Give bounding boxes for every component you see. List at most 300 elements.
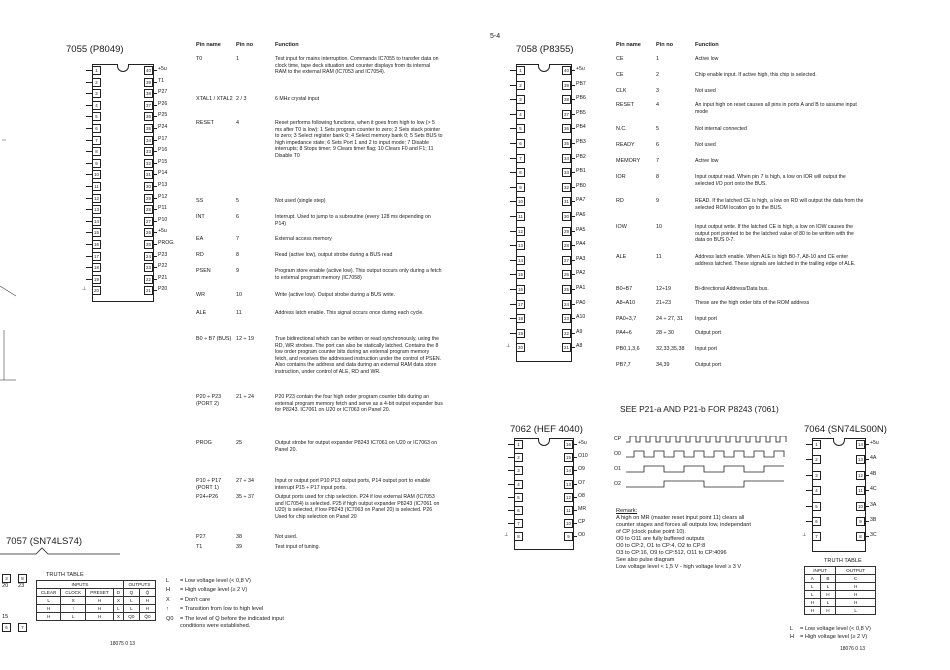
truth-table-7057-grid [36, 580, 156, 621]
chip-7058-pin-35: 35 [562, 139, 571, 148]
chip-7058-pin-13: 13 [516, 241, 525, 250]
table-7055-row-12-name: PROG [196, 440, 212, 446]
table-7058-row-16-no: 34,39 [656, 362, 670, 368]
chip-7055-lead-26 [152, 232, 157, 233]
chip-7064-lead-3 [806, 475, 812, 476]
tt7064-cell-2-2: H [836, 599, 876, 607]
tt7064-cell-3-2: L [836, 607, 876, 615]
remark-line-1: counter stages and forces all outputs low, independant [616, 522, 751, 528]
chip-7055-lead-22 [152, 279, 157, 280]
table-7058-row-6-name: MEMORY [616, 158, 641, 164]
chip-7062-lead-16 [572, 444, 577, 445]
chip-7064-lead-8 [864, 536, 869, 537]
wave-label-o2: O2 [614, 481, 621, 487]
tt7064-col-2: C [836, 575, 876, 583]
legend-7057-value-0: = Low voltage level (< 0,8 V) [180, 578, 251, 584]
figure-code-7064: 18076 0 13 [840, 646, 866, 652]
remark-line-7: Low voltage level < 1,5 V - high voltage level ≥ 3 V [616, 564, 742, 570]
table-7058-row-12-name: A8÷A10 [616, 300, 636, 306]
chip-7055-pin-39: 39 [144, 78, 153, 87]
chip-7058-pin-28: 28 [562, 241, 571, 250]
table-7058-row-0-function: Active low [695, 56, 719, 62]
table-7055-row-11-name: P20 ÷ P23 (PORT 2) [196, 394, 222, 407]
chip-7062-pin-1: 1 [514, 440, 523, 449]
tt7057-col-4: Q [123, 589, 139, 597]
chip-7058-pin-label-38: PB6 [576, 95, 586, 102]
chip-7055-lead-39 [152, 82, 157, 83]
chip-7055-pin-5: 5 [92, 112, 101, 121]
table-7058-row-6-function: Active low [695, 158, 719, 164]
chip-7064-pin-9: 9 [856, 517, 865, 526]
chip-7055-pin-35: 35 [144, 124, 153, 133]
tt7064-cell-1-0: L [805, 591, 821, 599]
chip-7055-lead-21 [152, 290, 157, 291]
wave-label-cp: CP [614, 436, 622, 442]
chip-7055-pin-31: 31 [144, 170, 153, 179]
tt7057-cell-2-2: H [86, 613, 114, 621]
wave-label-o0: O0 [614, 451, 621, 457]
table-7058-row-3-function: An input high on reset causes all pins in ports A and B to assume input mode [695, 102, 857, 115]
see-note: SEE P21-a AND P21-b FOR P8243 (7061) [620, 404, 779, 414]
chip-7062-pin-15: 15 [564, 453, 573, 462]
chip-7058-pin-2: 2 [516, 81, 525, 90]
chip-7055-ground-symbol: ⊥ [82, 286, 87, 293]
chip-7055-pin-4: 4 [92, 101, 101, 110]
remark-line-2: of CP (clock pulse point 10). [616, 529, 686, 535]
tt7064-cell-2-1: L [820, 599, 836, 607]
chip-7055-lead-33 [152, 151, 157, 152]
table-7055-row-8-function: Write (active low). Output strobe during a BUS write. [275, 292, 396, 298]
table-7058-row-10-name: ALE [616, 254, 627, 260]
chip-7055-lead-29 [152, 198, 157, 199]
chip-7058-pin-14: 14 [516, 256, 525, 265]
chip-7062-pin-7: 7 [514, 519, 523, 528]
table-7055-row-11-function: P20 P23 contain the four high order program counter bits during an external program memory fetch and serve as a 4-bit output expander bus for P8243. IC7061 on U20 or IC7063 on Panel 20. [275, 394, 443, 414]
tt7057-col-5: Q̄ [139, 589, 155, 597]
chip-7058-lead-9 [510, 187, 516, 188]
table-7055-row-10-no: 12 ÷ 19 [236, 336, 254, 342]
tt7057-cell-0-3: X [113, 597, 123, 605]
table-7055-row-1-no: 2 / 3 [236, 96, 247, 102]
chip-7058-pin-21: 21 [562, 343, 571, 352]
chip-7064-pin-label-12: 4B [870, 470, 877, 477]
chip-7058-pin-15: 15 [516, 270, 525, 279]
chip-7055-pin-label-31: P14 [158, 170, 168, 177]
chip-7055-pin-24: 24 [144, 252, 153, 261]
tt7057-cell-1-4: L [123, 605, 139, 613]
chip-7055-pin-34: 34 [144, 136, 153, 145]
pin-7057-3: 3 [2, 574, 11, 583]
chip-7055-pin-6: 6 [92, 124, 101, 133]
chip-7058-lead-6 [510, 143, 516, 144]
chip-7062-pin-6: 6 [514, 506, 523, 515]
chip-7055-notch [117, 64, 129, 72]
remark-line-4: O0 to CP:2, O1 to CP:4, O2 to CP:8 [616, 543, 706, 549]
chip-7058-lead-17 [510, 304, 516, 305]
chip-7055-pin-26: 26 [144, 228, 153, 237]
chip-7058-pin-label-37: PB5 [576, 109, 586, 116]
table-7055-row-14-no: 35 ÷ 37 [236, 494, 254, 500]
truth-table-7057-title: TRUTH TABLE [46, 572, 84, 578]
tt7057-col-2: PRESET [86, 589, 114, 597]
chip-7058-pin-31: 31 [562, 197, 571, 206]
chip-7058-lead-34 [570, 158, 575, 159]
chip-7064-pin-6: 6 [812, 517, 821, 526]
chip-7058-title: 7058 (P8355) [516, 44, 574, 55]
tt7057-cell-1-0: H [37, 605, 61, 613]
chip-7058-pin-11: 11 [516, 212, 525, 221]
chip-7058-lead-11 [510, 216, 516, 217]
chip-7055-pin-14: 14 [92, 217, 101, 226]
chip-7062-lead-3 [508, 470, 514, 471]
chip-7064-lead-11 [864, 490, 869, 491]
chip-7055-pin-label-38: P27 [158, 89, 168, 96]
chip-7058-pin-label-28: PA4 [576, 241, 586, 248]
table-7055-row-5-function: External access memory [275, 236, 332, 242]
table-7055-row-2-no: 4 [236, 120, 239, 126]
chip-7058-pin-12: 12 [516, 227, 525, 236]
table-7055-row-7-no: 9 [236, 268, 239, 274]
table-7058-row-13-function: Input port [695, 316, 717, 322]
table-7055-row-1-function: 6 MHz crystal input [275, 96, 320, 102]
table-7055-row-0-no: 1 [236, 56, 239, 62]
table-7058-row-12-function: These are the high order bits of the ROM address [695, 300, 810, 306]
table-7055-row-4-name: INT [196, 214, 205, 220]
chip-7064-lead-4 [806, 490, 812, 491]
table-7055-row-4-function: Interrupt. Used to jump to a subroutine (every 128 ms depending on P14) [275, 214, 431, 227]
chip-7058-lead-10 [510, 201, 516, 202]
chip-7055-pin-33: 33 [144, 147, 153, 156]
chip-7062-lead-7 [508, 523, 514, 524]
chip-7058-pin-label-34: PB2 [576, 153, 586, 160]
chip-7062-pin-12: 12 [564, 493, 573, 502]
table-7058-row-10-function: Address latch enable. When ALE is high B0-7, A8-10 and CE enter address latched. These signals are latched in the trailing edge of ALE. [695, 254, 856, 267]
pin-7057-extra: 7 [18, 623, 27, 632]
chip-7058-pin-25: 25 [562, 285, 571, 294]
table-7058-row-9-no: 10 [656, 224, 662, 230]
table-7058-row-11-no: 12÷19 [656, 286, 671, 292]
legend-7057-key-0: L [166, 578, 170, 584]
chip-7062-lead-9 [572, 536, 577, 537]
chip-7064-lead-1 [806, 444, 812, 445]
chip-7055-title: 7055 (P8049) [66, 44, 124, 55]
chip-7055-pin-label-25: PROG. [158, 240, 175, 246]
chip-7055-lead-1 [86, 70, 92, 71]
table-7055-row-10-name: B0 ÷ B7 (BUS) [196, 336, 232, 342]
chip-7064-pin-13: 13 [856, 455, 865, 464]
chip-7058-pin-label-25: PA1 [576, 285, 586, 291]
table-7055-row-8-name: WR [196, 292, 205, 298]
chip-7055-pin-11: 11 [92, 182, 101, 191]
chip-7058-lead-15 [510, 274, 516, 275]
chip-7058-pin-36: 36 [562, 124, 571, 133]
table-7055-row-16-function: Test input of tuning. [275, 544, 320, 550]
table-7055-row-16-name: T1 [196, 544, 203, 550]
chip-7055-pin-27: 27 [144, 217, 153, 226]
chip-7058-lead-36 [570, 128, 575, 129]
tt7057-cell-2-3: X [113, 613, 123, 621]
chip-7064-pin-2: 2 [812, 455, 821, 464]
chip-7055-lead-15 [86, 232, 92, 233]
chip-7062-lead-10 [572, 523, 577, 524]
chip-7064-pin-1: 1 [812, 440, 821, 449]
table-7058-row-2-no: 3 [656, 88, 659, 94]
chip-7055-lead-19 [86, 279, 92, 280]
chip-7058-lead-12 [510, 231, 516, 232]
table-7058-row-1-no: 2 [656, 72, 659, 78]
tt7057-cell-2-0: H [37, 613, 61, 621]
chip-7058-pin-26: 26 [562, 270, 571, 279]
table-7055-row-5-name: EA [196, 236, 204, 242]
chip-7055-lead-6 [86, 128, 92, 129]
chip-7055-pin-20: 20 [92, 286, 101, 295]
legend-7057-key-1: H [166, 587, 171, 594]
chip-7058-lead-14 [510, 260, 516, 261]
page-number: 5-4 [490, 33, 501, 40]
chip-7055-lead-9 [86, 163, 92, 164]
chip-7058-pin-label-39: PB7 [576, 80, 586, 87]
truth-table-7064-grid [804, 566, 876, 615]
chip-7058-lead-28 [570, 245, 575, 246]
table-7055-row-6-name: RD [196, 252, 204, 258]
chip-7062-lead-1 [508, 444, 514, 445]
table-7055-row-5-no: 7 [236, 236, 239, 242]
table-7058-row-14-no: 28 ÷ 30 [656, 330, 674, 336]
chip-7055-pin-label-35: P24 [158, 124, 168, 130]
tt7057-cell-2-1: L [61, 613, 86, 621]
chip-7062-pin-2: 2 [514, 453, 523, 462]
chip-7058-pin-1: 1 [516, 66, 525, 75]
chip-7064-title: 7064 (SN74LS00N) [804, 424, 887, 435]
chip-7055-pin-label-30: P13 [158, 182, 168, 188]
tt7057-cell-1-5: H [139, 605, 155, 613]
tt7057-cell-0-4: L [123, 597, 139, 605]
table-7055-row-16-no: 39 [236, 544, 242, 550]
chip-7062-pin-14: 14 [564, 466, 573, 475]
tt7057-col-3: D [113, 589, 123, 597]
chip-7058-pin-7: 7 [516, 154, 525, 163]
chip-7055-pin-label-26: +5u [158, 228, 167, 235]
chip-7062-pin-label-16: +5u [578, 440, 587, 446]
chip-7058-pin-3: 3 [516, 95, 525, 104]
chip-7062-pin-label-10: CP [578, 519, 586, 526]
chip-7058-pin-40: 40 [562, 66, 571, 75]
tt7064-cell-1-2: H [836, 591, 876, 599]
chip-7055-lead-3 [86, 93, 92, 94]
chip-7062-pin-label-11: MR [578, 506, 587, 512]
chip-7064-pin-4: 4 [812, 486, 821, 495]
chip-7062-lead-5 [508, 497, 514, 498]
chip-7062-ground-symbol: ⊥ [504, 532, 509, 539]
legend-7057-key-2: X [166, 596, 170, 603]
remark-line-6: See also pulse diagram [616, 557, 675, 563]
chip-7058-lead-35 [570, 143, 575, 144]
chip-7055-pin-2: 2 [92, 78, 101, 87]
chip-7055-pin-10: 10 [92, 170, 101, 179]
chip-7062-pin-label-9: O0 [578, 532, 585, 539]
tt7064-cell-3-0: H [805, 607, 821, 615]
chip-7064-lead-10 [864, 506, 869, 507]
chip-7062-pin-8: 8 [514, 532, 523, 541]
chip-7055-pin-29: 29 [144, 194, 153, 203]
chip-7058-pin-17: 17 [516, 300, 525, 309]
legend-7064-key-1: H [790, 634, 795, 640]
tt7064-output-header: OUTPUT [836, 567, 876, 575]
chip-7062-pin-5: 5 [514, 493, 523, 502]
chip-7064-pin-14: 14 [856, 440, 865, 449]
chip-7058-lead-19 [510, 333, 516, 334]
chip-7058-pin-label-31: PA7 [576, 197, 586, 204]
chip-7062-pin-16: 16 [564, 440, 573, 449]
tt7064-cell-0-1: L [820, 583, 836, 591]
chip-7058-notch [538, 64, 550, 72]
chip-7055-pin-1: 1 [92, 66, 101, 75]
table-7058-row-4-function: Not internal connected [695, 126, 747, 132]
table-7058-row-2-name: CLK [616, 88, 627, 94]
table-7058-row-4-no: 5 [656, 126, 659, 132]
chip-7058-pin-29: 29 [562, 227, 571, 236]
table-7055-row-6-no: 8 [236, 252, 239, 258]
table-7055-row-10-function: True bidirectional which can be written or read synchronously, using the RD, WR strobes. The port can also be statically latched. Contains the 8 low order program counter bits during an external program memory fetch, and receives the addressed instruction under the control of PSEN. Also contains the address and data during an external RAM data store instruction, under control of ALE, RD and WR. [275, 336, 442, 375]
chip-7055-lead-17 [86, 256, 92, 257]
chip-7058-lead-31 [570, 201, 575, 202]
chip-7058-pin-label-23: A10 [576, 314, 586, 321]
tt7057-cell-1-2: H [86, 605, 114, 613]
tt7064-cell-0-0: L [805, 583, 821, 591]
chip-7055-pin-label-40: +5u [158, 66, 167, 72]
chip-7055-pin-label-29: P12 [158, 193, 168, 200]
legend-7064-value-1: = High voltage level (≥ 2 V) [800, 634, 868, 640]
chip-7055-pin-label-34: P17 [158, 135, 168, 142]
legend-7057-value-1: = High voltage level (≥ 2 V) [180, 587, 248, 594]
chip-7055-lead-5 [86, 116, 92, 117]
table-7055-row-9-function: Address latch enable. This signal occurs once during each cycle. [275, 310, 424, 316]
chip-7058-pin-19: 19 [516, 329, 525, 338]
table-7058-row-11-name: B0÷B7 [616, 286, 633, 292]
table-7055-row-15-function: Not used. [275, 534, 298, 540]
chip-7055-lead-10 [86, 174, 92, 175]
chip-7062-lead-2 [508, 457, 514, 458]
chip-7055-pin-38: 38 [144, 89, 153, 98]
chip-7055-lead-36 [152, 116, 157, 117]
table-7055-row-1-name: XTAL1 / XTAL2 [196, 96, 233, 102]
table-7058-row-11-function: Bi-directional Address/Data bus. [695, 286, 769, 292]
table-7058-row-0-name: CE [616, 56, 624, 62]
table-7058-row-16-name: PB7,7 [616, 362, 631, 368]
chip-7055-lead-7 [86, 140, 92, 141]
chip-7062-title: 7062 (HEF 4040) [510, 424, 583, 435]
tt7057-outputs-header: OUTPUTS [123, 581, 155, 589]
remark-title: Remark: [616, 508, 638, 514]
table-7055-row-4-no: 6 [236, 214, 239, 220]
table-7058-row-9-function: Input output write. If the latched CE is high, a low on IOW causes the output port pointed to be the latched value of 80 to be written with the data on BUS 0-7. [695, 224, 854, 244]
chip-7064-notch [833, 438, 845, 446]
chip-7058-pin-label-35: PB3 [576, 139, 586, 145]
chip-7064-pin-label-9: 3B [870, 517, 877, 523]
chip-7058-lead-33 [570, 172, 575, 173]
table-7055-row-12-function: Output strobe for output expander P8243 IC7061 on U20 or IC7063 on Panel 20. [275, 440, 438, 453]
chip-7064-pin-7: 7 [812, 532, 821, 541]
chip-7064-pin-8: 8 [856, 532, 865, 541]
legend-7057-value-4: = The level of Q before the indicated input conditions were established. [180, 615, 284, 629]
tt7057-cell-0-5: H [139, 597, 155, 605]
tt7057-cell-1-1: ↑ [61, 605, 86, 613]
chip-7055-lead-30 [152, 186, 157, 187]
tt7057-cell-0-1: X [61, 597, 86, 605]
table-7055-row-3-function: Not used (single step) [275, 198, 326, 204]
chip-7055-pin-16: 16 [92, 240, 101, 249]
chip-7055-pin-label-36: P25 [158, 112, 168, 119]
chip-7055-lead-40 [152, 70, 157, 71]
chip-7055-lead-28 [152, 209, 157, 210]
chip-7055-pin-25: 25 [144, 240, 153, 249]
chip-7064-pin-11: 11 [856, 486, 865, 495]
tt7057-cell-1-3: L [113, 605, 123, 613]
table-7055-row-3-name: SS [196, 198, 204, 204]
chip-7058-pin-18: 18 [516, 314, 525, 323]
truth-table-7064-title: TRUTH TABLE [824, 558, 862, 564]
chip-7062-pin-label-12: O8 [578, 492, 585, 499]
chip-7058-lead-37 [570, 114, 575, 115]
table-7055-row-7-name: PSEN [196, 268, 211, 274]
chip-7064-pin-label-13: 4A [870, 455, 877, 462]
chip-7058-lead-3 [510, 99, 516, 100]
chip-7064-lead-13 [864, 459, 869, 460]
table-7055-row-11-no: 21 ÷ 24 [236, 394, 254, 400]
chip-7058-pin-label-33: PB1 [576, 168, 586, 175]
pin-7057-23: 23 [18, 583, 25, 589]
tt7057-cell-2-4: Q0 [123, 613, 139, 621]
legend-7057-key-4: Q0 [166, 615, 174, 622]
chip-7055-lead-4 [86, 105, 92, 106]
chip-7055-lead-14 [86, 221, 92, 222]
chip-7055-pin-label-23: P22 [158, 263, 168, 270]
pin-7057-15: 15 [2, 614, 9, 620]
chip-7058-pin-6: 6 [516, 139, 525, 148]
tt7057-col-0: CLEAR [37, 589, 61, 597]
chip-7055-lead-8 [86, 151, 92, 152]
table-7058-row-14-function: Output port [695, 330, 721, 336]
table-7058-row-15-function: Input port [695, 346, 717, 352]
tt7057-inputs-header: INPUTS [37, 581, 124, 589]
chip-7058-pin-label-24: PA0 [576, 299, 586, 306]
legend-7064-value-0: = Low voltage level (< 0,8 V) [800, 626, 871, 632]
chip-7055-pin-3: 3 [92, 89, 101, 98]
chip-7055-pin-21: 21 [144, 286, 153, 295]
table-7055-row-14-function: Output ports used for chip selection. P24 if low external RAM (IC7053 and IC7054) is selected. P25 if high output expander P8243 (IC7061 on U20) is selected, if low P8243 (IC7063 on Panel 20) is selected. P26 Used for chip selection on Panel 20 [275, 494, 440, 520]
chip-7058-ground-symbol: ⊥ [506, 343, 511, 350]
table-7058-row-8-function: READ. If the latched CE is high, a low on RD will output the data from the selected ROM location go to the BUS. [695, 198, 864, 211]
chip-7064-lead-9 [864, 521, 869, 522]
table-7055-header-name: Pin name [196, 42, 221, 48]
chip-7058-lead-24 [570, 304, 575, 305]
waveforms [626, 436, 796, 492]
tt7064-col-1: B [820, 575, 836, 583]
chip-7058-pin-10: 10 [516, 197, 525, 206]
table-7058-row-7-name: IOR [616, 174, 626, 180]
table-7055-row-13-function: Input or output port P10 P13 output ports, P14 output port to enable interrupt P15 ÷ P17 input ports. [275, 478, 431, 491]
chip-7058-lead-2 [510, 85, 516, 86]
chip-7062-pin-4: 4 [514, 480, 523, 489]
chip-7058-pin-23: 23 [562, 314, 571, 323]
chip-7062-lead-11 [572, 510, 577, 511]
chip-7055-pin-37: 37 [144, 101, 153, 110]
chip-7062-notch [538, 438, 550, 446]
table-7058-row-14-name: PA4÷6 [616, 330, 632, 336]
chip-7055-pin-15: 15 [92, 228, 101, 237]
table-7058-row-16-function: Output port [695, 362, 721, 368]
chip-7055-lead-31 [152, 174, 157, 175]
